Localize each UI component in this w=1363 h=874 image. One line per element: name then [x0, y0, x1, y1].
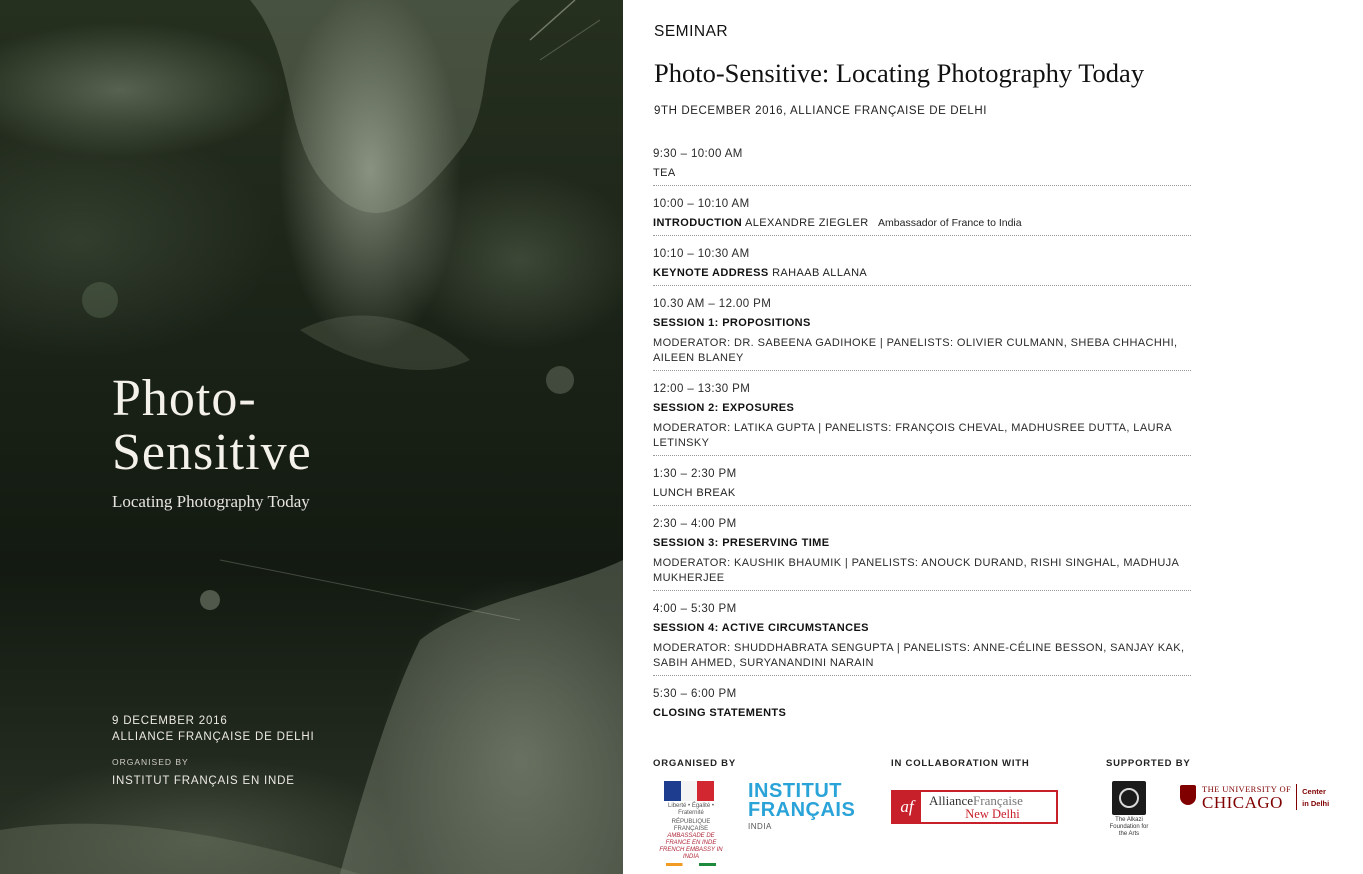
alkazi-foundation-logo: [1106, 781, 1152, 838]
schedule-item: [653, 196, 1191, 236]
item-name: TEA: [653, 167, 676, 179]
schedule-item: [653, 246, 1191, 286]
item-label: INTRODUCTION: [653, 217, 743, 229]
item-time: 9:30 – 10:00 AM: [653, 148, 743, 160]
embassy-motto: Liberté • Égalité • Fraternité: [668, 803, 714, 816]
item-label: KEYNOTE ADDRESS: [653, 267, 769, 279]
event-date-venue: 9TH DECEMBER 2016, ALLIANCE FRANÇAISE DE DELHI: [654, 105, 988, 117]
schedule-item: [653, 601, 1191, 676]
if-line2: FRANÇAIS: [748, 799, 856, 821]
schedule-item: [653, 146, 1191, 186]
uc-center2: in Delhi: [1302, 799, 1330, 808]
af-name2: Française: [973, 793, 1023, 808]
af-city: New Delhi: [965, 807, 1020, 821]
af-mark-icon: af: [893, 792, 921, 822]
item-name: LUNCH BREAK: [653, 487, 736, 499]
india-flag-strip: [666, 863, 716, 866]
cover-date: 9 DECEMBER 2016: [112, 715, 228, 727]
item-label: SESSION 1: PROPOSITIONS: [653, 317, 811, 329]
alkazi-emblem-icon: [1112, 781, 1146, 815]
item-description: MODERATOR: SHUDDHABRATA SENGUPTA | PANELISTS: ANNE-CÉLINE BESSON, SANJAY KAK, SABIH AHMED, SURYANANDINI NARAIN: [653, 642, 1185, 669]
if-line1: INSTITUT: [748, 780, 842, 802]
cover-panel: [0, 0, 623, 874]
item-time: 1:30 – 2:30 PM: [653, 468, 737, 480]
item-description: MODERATOR: LATIKA GUPTA | PANELISTS: FRANÇOIS CHEVAL, MADHUSREE DUTTA, LAURA LETINSKY: [653, 422, 1172, 449]
uchicago-logo: [1180, 784, 1329, 811]
item-name: ALEXANDRE ZIEGLER: [745, 217, 869, 229]
schedule-item: [653, 686, 1191, 725]
uc-center1: Center: [1302, 787, 1326, 796]
cover-venue: ALLIANCE FRANÇAISE DE DELHI: [112, 731, 315, 743]
cover-organiser: INSTITUT FRANÇAIS EN INDE: [112, 775, 295, 787]
item-description: MODERATOR: DR. SABEENA GADIHOKE | PANELISTS: OLIVIER CULMANN, SHEBA CHHACHHI, AILEEN BLANEY: [653, 337, 1178, 364]
cover-title-line1: Photo-: [112, 370, 257, 427]
supported-by-label: SUPPORTED BY: [1106, 758, 1191, 769]
alliance-francaise-logo: [891, 790, 1058, 824]
item-time: 5:30 – 6:00 PM: [653, 688, 737, 700]
schedule-item: [653, 296, 1191, 371]
french-flag-icon: [664, 781, 714, 801]
schedule-item: [653, 381, 1191, 456]
af-name1: Alliance: [929, 793, 974, 808]
uchicago-shield-icon: [1180, 785, 1196, 805]
item-label: SESSION 3: PRESERVING TIME: [653, 537, 830, 549]
item-time: 12:00 – 13:30 PM: [653, 383, 751, 395]
cover-title: [112, 372, 312, 480]
item-time: 4:00 – 5:30 PM: [653, 603, 737, 615]
institut-francais-logo: [748, 782, 855, 831]
item-label: SESSION 2: EXPOSURES: [653, 402, 795, 414]
schedule-item: [653, 516, 1191, 591]
embassy-name-fr: AMBASSADE DE FRANCE EN INDE: [665, 833, 717, 846]
alkazi-text: The Alkazi Foundation for the Arts: [1109, 817, 1149, 837]
embassy-name-en: FRENCH EMBASSY IN INDIA: [659, 847, 723, 860]
schedule-item: [653, 466, 1191, 506]
seminar-kicker: SEMINAR: [654, 23, 729, 40]
item-label: CLOSING STATEMENTS: [653, 707, 787, 719]
cover-subtitle: Locating Photography Today: [112, 492, 310, 511]
item-time: 10.30 AM – 12.00 PM: [653, 298, 772, 310]
cover-title-line2: Sensitive: [112, 424, 312, 481]
item-label: SESSION 4: ACTIVE CIRCUMSTANCES: [653, 622, 869, 634]
item-time: 2:30 – 4:00 PM: [653, 518, 737, 530]
organised-by-label: ORGANISED BY: [653, 758, 736, 769]
uc-separator: [1296, 784, 1297, 810]
collaboration-label: IN COLLABORATION WITH: [891, 758, 1030, 769]
cover-organised-label: ORGANISED BY: [112, 757, 189, 767]
item-name: RAHAAB ALLANA: [772, 267, 868, 279]
item-role: Ambassador of France to India: [878, 217, 1022, 229]
schedule-list: [653, 146, 1191, 735]
item-time: 10:00 – 10:10 AM: [653, 198, 750, 210]
page-title: Photo-Sensitive: Locating Photography Today: [654, 58, 1145, 88]
uc-main: CHICAGO: [1202, 793, 1283, 812]
item-time: 10:10 – 10:30 AM: [653, 248, 750, 260]
uc-top: THE UNIVERSITY OF: [1202, 784, 1292, 794]
french-embassy-logo: [658, 781, 724, 860]
item-description: MODERATOR: KAUSHIK BHAUMIK | PANELISTS: ANOUCK DURAND, RISHI SINGHAL, MADHUJA MUKHERJEE: [653, 557, 1179, 584]
embassy-republic: RÉPUBLIQUE FRANÇAISE: [671, 819, 711, 832]
if-sub: INDIA: [748, 822, 772, 831]
